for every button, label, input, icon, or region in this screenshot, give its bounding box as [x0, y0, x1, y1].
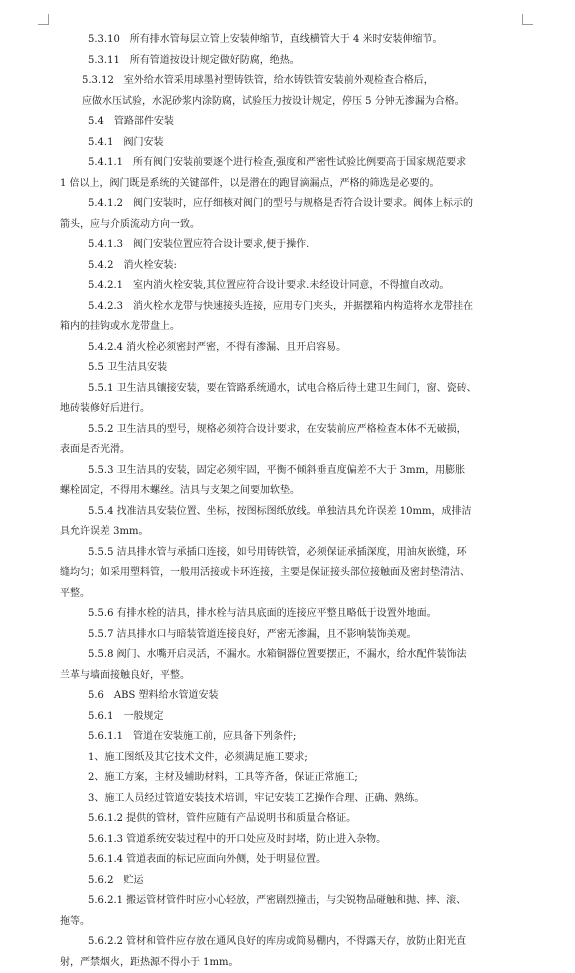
- text-line: 5.5.6 有排水栓的洁具，排水栓与洁具底面的连接应平整且略低于设置外地面。: [60, 604, 522, 625]
- crop-mark-top-left: [38, 14, 49, 25]
- text-line: 5.5.7 洁具排水口与暗装管道连接良好，严密无渗漏，且不影响装饰美观。: [60, 625, 522, 646]
- text-line: 5.4.1.2 阀门安装时，应仔细核对阀门的型号与规格是否符合设计要求。阀体上标示的: [60, 194, 522, 215]
- text-line: 箱内的挂钩或水龙带盘上。: [60, 317, 522, 338]
- text-line: 5.5.3 卫生洁具的安装，固定必须牢固，平衡不倾斜垂直度偏差不大于 3mm，用膨胀: [60, 461, 522, 482]
- crop-mark-top-right: [522, 14, 533, 25]
- text-line: 5.4.1.3 阀门安装位置应符合设计要求,便于操作.: [60, 235, 522, 256]
- text-line: 地砖装修好后进行。: [60, 399, 522, 420]
- subsection-heading: 5.4.1 阀门安装: [60, 133, 522, 154]
- text-line: 5.5.1 卫生洁具镶接安装，要在管路系统通水，试电合格后待土建卫生间门，窗、瓷砖、: [60, 379, 522, 400]
- text-line: 1 倍以上，阀门既是系统的关键部件，以是潜在的跑冒滴漏点，严格的筛选是必要的。: [60, 174, 522, 195]
- text-line: 5.3.10 所有排水管每层立管上安装伸缩节，直线横管大于 4 米时安装伸缩节。: [60, 30, 522, 51]
- subsection-heading: 5.4.2 消火栓安装:: [60, 256, 522, 277]
- text-line: 表面是否光滑。: [60, 440, 522, 461]
- text-line: 5.4.2.1 室内消火栓安装,其位置应符合设计要求.未经设计同意，不得擅自改动。: [60, 276, 522, 297]
- text-line: 5.6.2.2 管材和管件应存放在通风良好的库房或简易棚内，不得露天存，放防止阳光直: [60, 932, 522, 953]
- text-line: 应做水压试验，水泥砂浆内涂防腐，试验压力按设计规定，停压 5 分钟无渗漏为合格。: [60, 92, 522, 113]
- text-line: 平整。: [60, 584, 522, 605]
- text-line: 具允许误差 3mm。: [60, 522, 522, 543]
- text-line: 5.5.8 阀门、水嘴开启灵活，不漏水。水箱铜器位置要摆正，不漏水，给水配件装饰法: [60, 645, 522, 666]
- text-line: 5.6.2.1 搬运管材管件时应小心轻放，严密剧烈撞击，与尖锐物品碰触和抛、摔、滚、: [60, 891, 522, 912]
- text-line: 螺栓固定，不得用木螺丝。洁具与支架之间要加软垫。: [60, 481, 522, 502]
- text-line: 5.3.11 所有管道按设计规定做好防腐，绝热。: [60, 51, 522, 72]
- text-line: 5.5.2 卫生洁具的型号，规格必须符合设计要求，在安装前应严格检查本体不无破损，: [60, 420, 522, 441]
- text-line: 兰革与墙面接触良好，平整。: [60, 666, 522, 687]
- text-line: 5.6.1.1 管道在安装施工前，应具备下列条件;: [60, 727, 522, 748]
- list-item: 3、施工人员经过管道安装技术培训，牢记安装工艺操作合理、正确、熟练。: [60, 789, 522, 810]
- text-line: 5.4.2.3 消火栓水龙带与快速接头连接，应用专门夹头，并据摆箱内构造将水龙带挂在: [60, 297, 522, 318]
- text-line: 5.6.1.2 提供的管材，管件应随有产品说明书和质量合格证。: [60, 809, 522, 830]
- text-line: 5.5.5 洁具排水管与承插口连接，如号用铸铁管，必须保证承插深度，用油灰嵌缝，环: [60, 543, 522, 564]
- text-line: 射，严禁烟火，距热源不得小于 1mm。: [60, 953, 522, 973]
- text-line: 5.4.1.1 所有阀门安装前要逐个进行检查,强度和严密性试验比例要高于国家规范要求: [60, 153, 522, 174]
- text-line: 5.6.1.4 管道表面的标记应面向外侧，处于明显位置。: [60, 850, 522, 871]
- text-line: 5.6.1.3 管道系统安装过程中的开口处应及时封堵，防止进入杂物。: [60, 830, 522, 851]
- subsection-heading: 5.6.1 一般规定: [60, 707, 522, 728]
- section-heading: 5.5 卫生洁具安装: [60, 358, 522, 379]
- list-item: 1、施工图纸及其它技术文件，必须满足施工要求;: [60, 748, 522, 769]
- text-line: 缝均匀；如采用塑料管，一般用活接或卡环连接，主要是保证接头部位接触面及密封垫清洁、: [60, 563, 522, 584]
- text-line: 5.5.4 找准洁具安装位置、坐标，按图标图纸放线。单独洁具允许误差 10mm，成排洁: [60, 502, 522, 523]
- text-line: 箭头，应与介质流动方向一致。: [60, 215, 522, 236]
- text-line: 5.3.12 室外给水管采用球墨衬塑铸铁管，给水铸铁管安装前外观检查合格后，: [60, 71, 522, 92]
- text-line: 5.4.2.4 消火栓必须密封严密，不得有渗漏、且开启容易。: [60, 338, 522, 359]
- document-body: [60, 30, 522, 973]
- section-heading: 5.4 管路部件安装: [60, 112, 522, 133]
- text-line: 拖等。: [60, 912, 522, 933]
- section-heading: 5.6 ABS 塑料给水管道安装: [60, 686, 522, 707]
- list-item: 2、施工方案，主材及辅助材料，工具等齐备，保证正常施工;: [60, 768, 522, 789]
- subsection-heading: 5.6.2 贮运: [60, 871, 522, 892]
